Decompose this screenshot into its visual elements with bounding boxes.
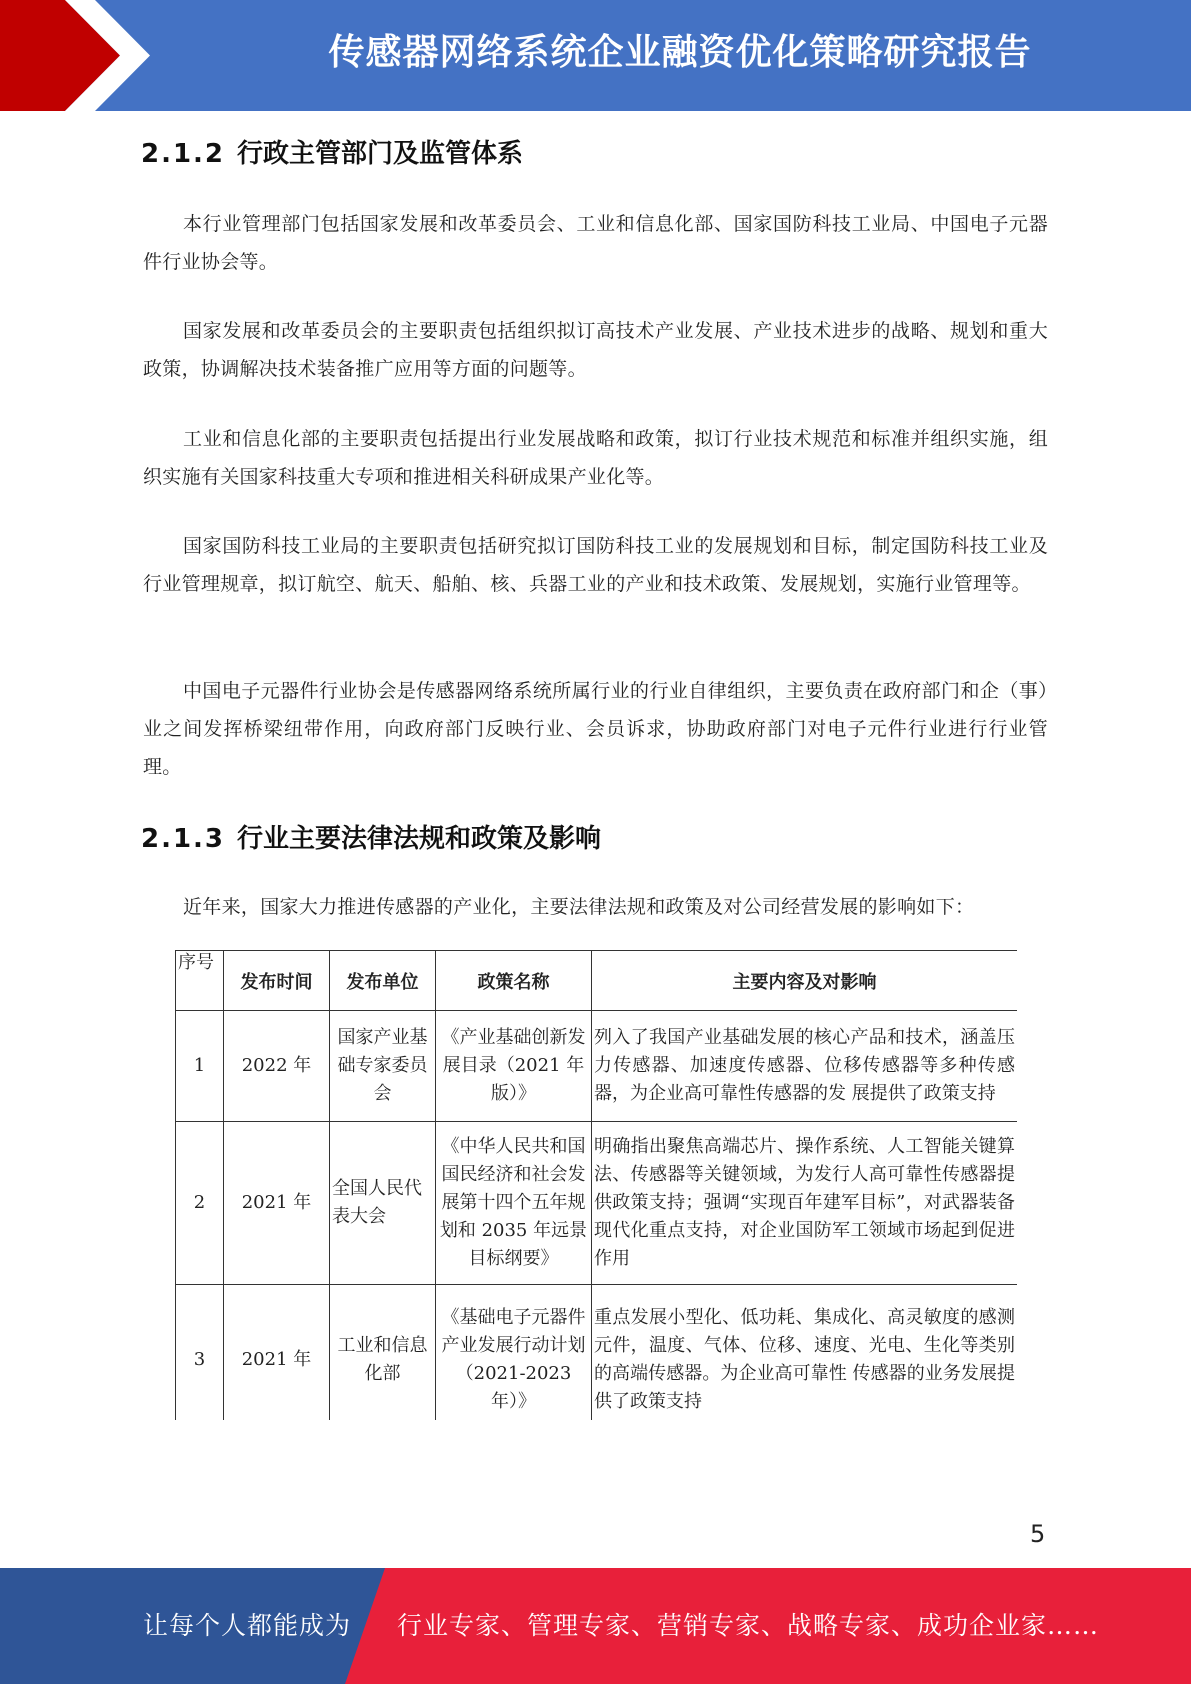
policy-table-container (175, 950, 1017, 1420)
footer-slogan-left: 让每个人都能成为 (143, 1611, 352, 1640)
page-header (0, 0, 1191, 111)
cell-date: 2021 年 (224, 1122, 330, 1285)
section-number: 2.1.3 (141, 824, 226, 854)
cell-issuer: 工业和信息化部 (330, 1285, 436, 1421)
paragraph: 近年来，国家大力推进传感器的产业化，主要法律法规和政策及对公司经营发展的影响如下： (183, 896, 975, 918)
table-row (176, 1011, 1018, 1122)
column-header: 政策名称 (436, 951, 592, 1011)
cell-policy: 《基础电子元器件产业发展行动计划（2021-2023 年）》 (436, 1285, 592, 1421)
cell-no: 2 (176, 1122, 224, 1285)
section-number: 2.1.2 (141, 139, 226, 169)
page-number: 5 (1030, 1520, 1046, 1548)
paragraph: 国家发展和改革委员会的主要职责包括组织拟订高技术产业发展、产业技术进步的战略、规划和重大政策，协调解决技术装备推广应用等方面的问题等。 (143, 320, 1048, 380)
column-header: 序号 (176, 951, 224, 1011)
section-heading-2-1-3 (141, 818, 601, 855)
cell-date: 2022 年 (224, 1011, 330, 1122)
column-header: 发布时间 (224, 951, 330, 1011)
paragraph: 本行业管理部门包括国家发展和改革委员会、工业和信息化部、国家国防科技工业局、中国电子元器件行业协会等。 (143, 213, 1048, 273)
table-header-row (176, 951, 1018, 1011)
cell-content: 明确指出聚焦高端芯片、操作系统、人工智能关键算法、传感器等关键领域，为发行人高可靠性传感器提供政策支持；强调“实现百年建军目标”，对武器装备现代化重点支持，对企业国防军工领域市场起到促进作用 (592, 1122, 1018, 1285)
paragraph: 国家国防科技工业局的主要职责包括研究拟订国防科技工业的发展规划和目标，制定国防科技工业及行业管理规章，拟订航空、航天、船舶、核、兵器工业的产业和技术政策、发展规划，实施行业管理等。 (143, 535, 1048, 595)
cell-date: 2021 年 (224, 1285, 330, 1421)
cell-policy: 《产业基础创新发展目录（2021 年版）》 (436, 1011, 592, 1122)
cell-policy: 《中华人民共和国国民经济和社会发展第十四个五年规划和 2035 年远景目标纲要》 (436, 1122, 592, 1285)
report-title: 传感器网络系统企业融资优化策略研究报告 (328, 32, 1032, 73)
cell-issuer: 国家产业基础专家委员会 (330, 1011, 436, 1122)
cell-issuer: 全国人民代表大会 (330, 1122, 436, 1285)
cell-content: 列入了我国产业基础发展的核心产品和技术，涵盖压力传感器、加速度传感器、位移传感器等多种传感器，为企业高可靠性传感器的发 展提供了政策支持 (592, 1011, 1018, 1122)
section-heading-2-1-2 (141, 133, 523, 170)
section-title: 行业主要法律法规和政策及影响 (237, 824, 602, 854)
page-footer (0, 1568, 1191, 1684)
cell-no: 1 (176, 1011, 224, 1122)
table-row (176, 1285, 1018, 1421)
cell-content: 重点发展小型化、低功耗、集成化、高灵敏度的感测元件，温度、气体、位移、速度、光电、生化等类别的高端传感器。为企业高可靠性 传感器的业务发展提供了政策支持 (592, 1285, 1018, 1421)
cell-no: 3 (176, 1285, 224, 1421)
section-title: 行政主管部门及监管体系 (237, 139, 524, 169)
table-row (176, 1122, 1018, 1285)
column-header: 发布单位 (330, 951, 436, 1011)
policy-table (175, 950, 1017, 1420)
footer-slogan-right: 行业专家、管理专家、营销专家、战略专家、成功企业家…… (397, 1611, 1100, 1640)
paragraph: 工业和信息化部的主要职责包括提出行业发展战略和政策，拟订行业技术规范和标准并组织实施，组织实施有关国家科技重大专项和推进相关科研成果产业化等。 (143, 428, 1048, 488)
column-header: 主要内容及对影响 (592, 951, 1018, 1011)
paragraph: 中国电子元器件行业协会是传感器网络系统所属行业的行业自律组织，主要负责在政府部门和企（事）业之间发挥桥梁纽带作用，向政府部门反映行业、会员诉求，协助政府部门对电子元件行业进行行业管理。 (143, 680, 1048, 778)
